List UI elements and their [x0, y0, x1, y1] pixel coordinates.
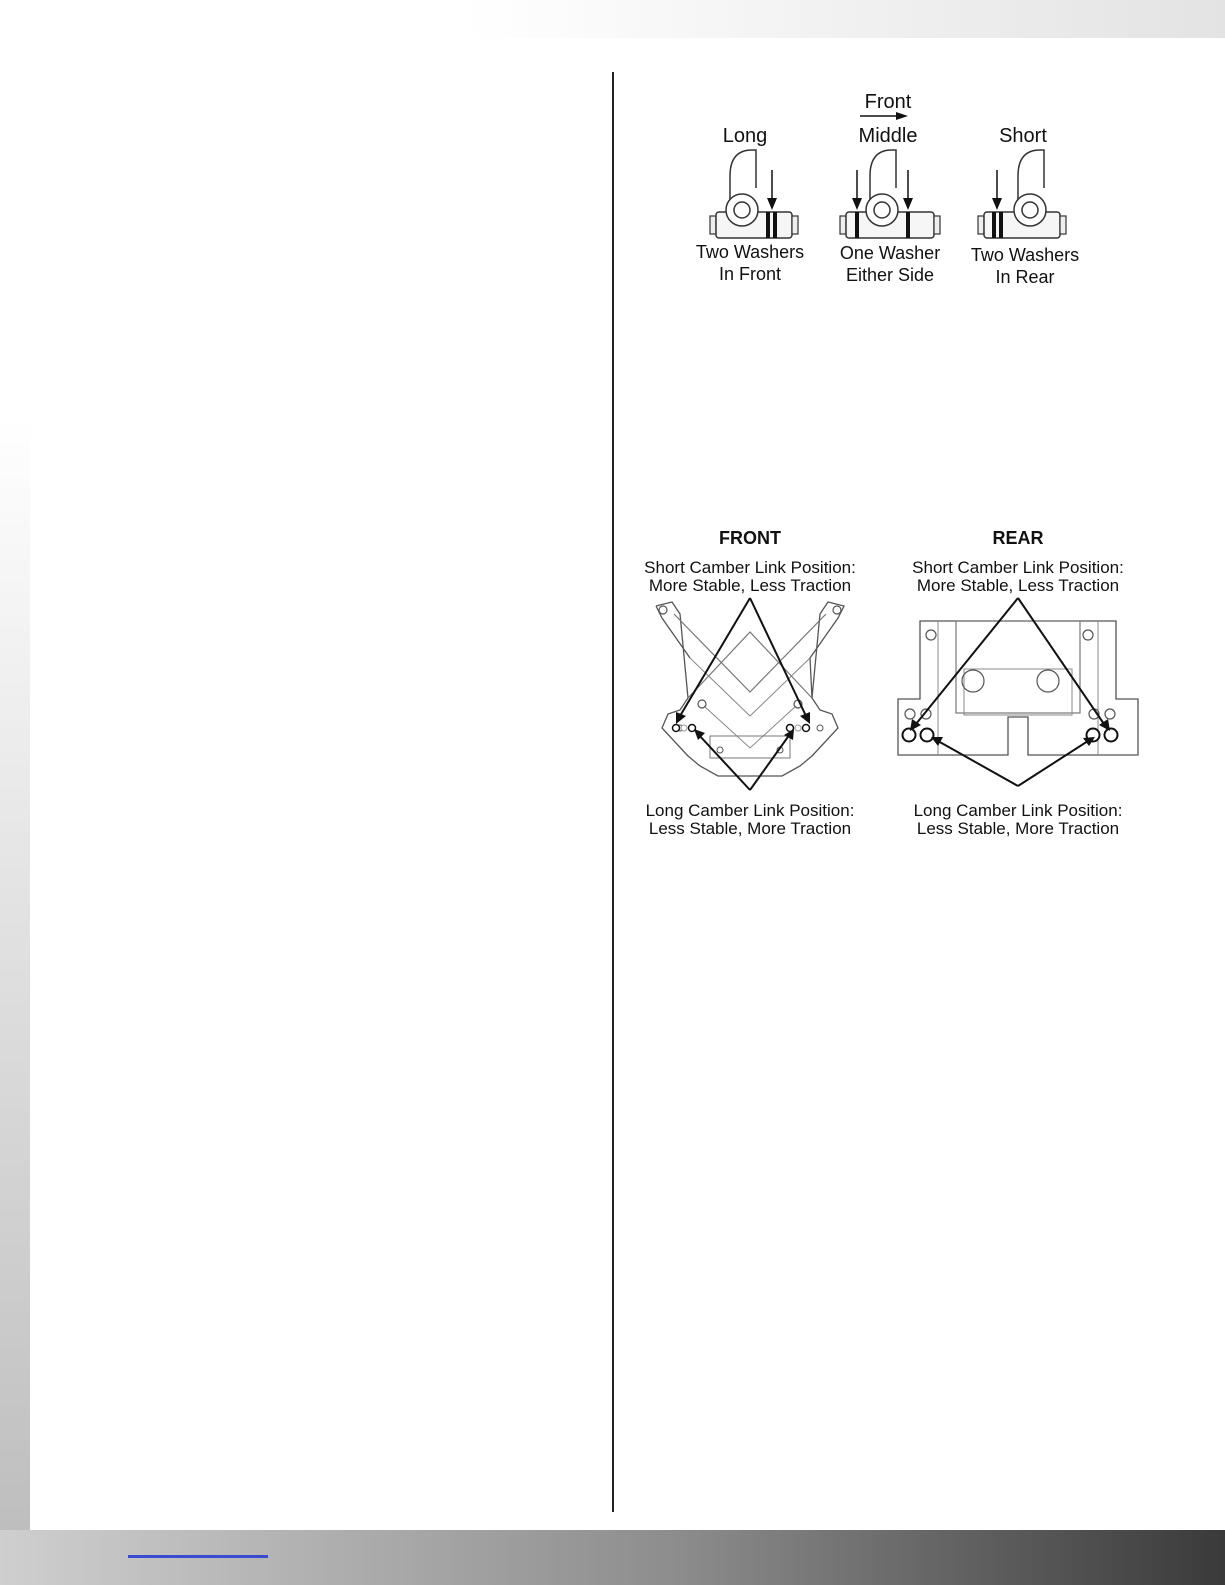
column-divider	[612, 72, 614, 1512]
rear-short-label-line1: Short Camber Link Position:	[912, 558, 1124, 577]
front-direction-label: Front	[864, 91, 912, 113]
footer-link-underline[interactable]	[128, 1555, 268, 1558]
rear-long-label-line2: Less Stable, More Traction	[916, 819, 1120, 838]
rear-long-position-arrows	[898, 598, 1138, 798]
short-position-hub-illustration	[978, 148, 1088, 248]
long-position-hub-illustration	[700, 148, 810, 248]
rear-heading: REAR	[992, 528, 1044, 548]
short-position-title: Short	[999, 125, 1047, 147]
long-position-caption-line2: In Front	[718, 264, 782, 284]
middle-position-hub-illustration	[840, 148, 950, 248]
middle-position-caption-line1: One Washer	[839, 243, 941, 263]
front-long-label-line2: Less Stable, More Traction	[648, 819, 852, 838]
front-long-label-line1: Long Camber Link Position:	[645, 801, 855, 820]
front-heading: FRONT	[719, 528, 781, 548]
long-position-caption-line1: Two Washers	[695, 242, 805, 262]
front-short-label-line2: More Stable, Less Traction	[648, 576, 852, 595]
rear-short-label-line2: More Stable, Less Traction	[916, 576, 1120, 595]
long-position-title: Long	[722, 125, 768, 147]
front-long-position-arrows	[650, 598, 850, 798]
middle-position-title: Middle	[858, 125, 918, 147]
page-top-gradient	[0, 0, 1225, 38]
front-short-label-line1: Short Camber Link Position:	[644, 558, 856, 577]
page-left-gradient	[0, 38, 30, 1548]
short-position-caption-line1: Two Washers	[970, 245, 1080, 265]
short-position-caption-line2: In Rear	[995, 267, 1055, 287]
middle-position-caption-line2: Either Side	[845, 265, 935, 285]
front-direction-arrow	[860, 110, 910, 122]
rear-long-label-line1: Long Camber Link Position:	[913, 801, 1123, 820]
